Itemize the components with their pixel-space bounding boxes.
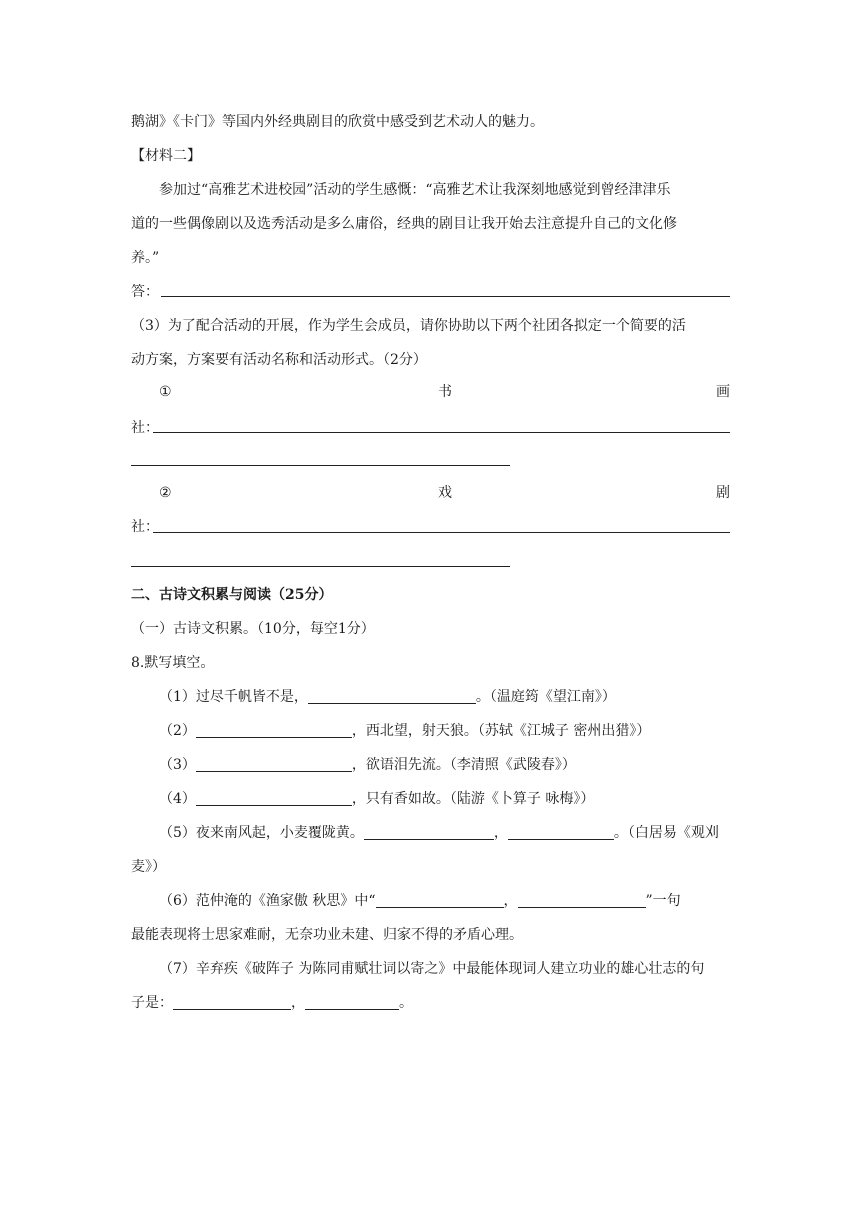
drama-club-answer-line-1[interactable] xyxy=(153,532,730,533)
fill-item-7-line-2 xyxy=(131,993,731,1013)
question-3-line-2: 动方案，方案要有活动名称和活动形式。（2分） xyxy=(131,352,427,368)
fill-item-6 xyxy=(159,891,759,911)
material-two-heading: 【材料二】 xyxy=(131,148,201,164)
fill-item-1 xyxy=(159,687,759,707)
fill-item-1-suffix: 。（温庭筠《望江南》） xyxy=(475,689,616,705)
fill-item-5 xyxy=(159,823,759,843)
fill-item-4 xyxy=(159,789,759,809)
fill-blank-5b[interactable] xyxy=(508,824,614,840)
fill-blank-1[interactable] xyxy=(308,688,476,704)
material-two-line-3: 养。” xyxy=(131,250,160,266)
fill-item-6-comma: ， xyxy=(503,893,518,909)
answer-label: 答： xyxy=(131,284,159,300)
fill-item-5-comma: ， xyxy=(493,825,508,841)
fill-item-2-prefix: （2） xyxy=(159,723,196,739)
item-1-char-b: 画 xyxy=(716,384,730,400)
fill-item-1-prefix: （1）过尽千帆皆不是， xyxy=(159,689,308,705)
fill-blank-6a[interactable] xyxy=(376,892,504,908)
fill-blank-7a[interactable] xyxy=(173,994,291,1010)
drama-club-answer-line-2[interactable] xyxy=(131,566,510,567)
subsection-one-heading: （一）古诗文积累。（10分，每空1分） xyxy=(131,621,375,637)
question-3-line-1: （3）为了配合活动的开展，作为学生会成员，请你协助以下两个社团各拟定一个简要的活 xyxy=(131,318,686,334)
fill-item-6-continuation: 最能表现将士思家难耐，无奈功业未建、归家不得的矛盾心理。 xyxy=(131,927,523,943)
calligraphy-club-answer-line-2[interactable] xyxy=(131,465,510,466)
fill-blank-5a[interactable] xyxy=(364,824,494,840)
item-2-char-a: 戏 xyxy=(438,485,452,501)
fill-item-3-suffix: ，欲语泪先流。（李清照《武陵春》） xyxy=(351,757,576,773)
fill-item-6-prefix: （6）范仲淹的《渔家傲 秋思》中“ xyxy=(159,893,376,909)
fill-blank-3[interactable] xyxy=(196,756,352,772)
fill-item-4-prefix: （4） xyxy=(159,791,196,807)
material-one-tail: 鹅湖》《卡门》等国内外经典剧目的欣赏中感受到艺术动人的魅力。 xyxy=(131,114,544,130)
fill-blank-6b[interactable] xyxy=(518,892,646,908)
fill-item-7-prefix: 子是： xyxy=(131,995,173,1011)
item-1-number: ① xyxy=(159,384,172,400)
material-two-line-1: 参加过“高雅艺术进校园”活动的学生感慨：“高雅艺术让我深刻地感觉到曾经津津乐 xyxy=(159,182,671,198)
item-1-label: 社： xyxy=(131,420,159,436)
question-8-heading: 8.默写填空。 xyxy=(131,655,215,671)
fill-item-5-suffix: 。（白居易《观刈 xyxy=(613,825,719,841)
fill-item-6-suffix: ”一句 xyxy=(645,893,681,909)
material-two-line-2: 道的一些偶像剧以及选秀活动是多么庸俗，经典的剧目让我开始去注意提升自己的文化修 xyxy=(131,216,677,232)
answer-line[interactable] xyxy=(161,296,730,297)
calligraphy-club-answer-line-1[interactable] xyxy=(153,432,730,433)
section-two-heading: 二、古诗文积累与阅读（25分） xyxy=(131,587,333,603)
fill-item-7-comma: ， xyxy=(291,995,305,1011)
fill-item-5-prefix: （5）夜来南风起，小麦覆陇黄。 xyxy=(159,825,364,841)
fill-blank-4[interactable] xyxy=(196,790,352,806)
fill-item-3 xyxy=(159,755,759,775)
fill-item-2-suffix: ，西北望，射天狼。（苏轼《江城子 密州出猎》） xyxy=(351,723,651,739)
fill-item-2 xyxy=(159,721,759,741)
fill-blank-2[interactable] xyxy=(196,722,352,738)
fill-item-3-prefix: （3） xyxy=(159,757,196,773)
fill-item-7-suffix: 。 xyxy=(399,995,413,1011)
fill-blank-7b[interactable] xyxy=(305,994,399,1010)
fill-item-4-suffix: ，只有香如故。（陆游《卜算子 咏梅》） xyxy=(351,791,595,807)
item-1-char-a: 书 xyxy=(438,384,452,400)
fill-item-5-continuation: 麦》） xyxy=(131,859,166,875)
item-2-label: 社： xyxy=(131,519,159,535)
item-2-number: ② xyxy=(159,485,172,501)
fill-item-7-line-1: （7）辛弃疾《破阵子 为陈同甫赋壮词以寄之》中最能体现词人建立功业的雄心壮志的句 xyxy=(159,961,705,977)
item-2-char-b: 剧 xyxy=(716,485,730,501)
